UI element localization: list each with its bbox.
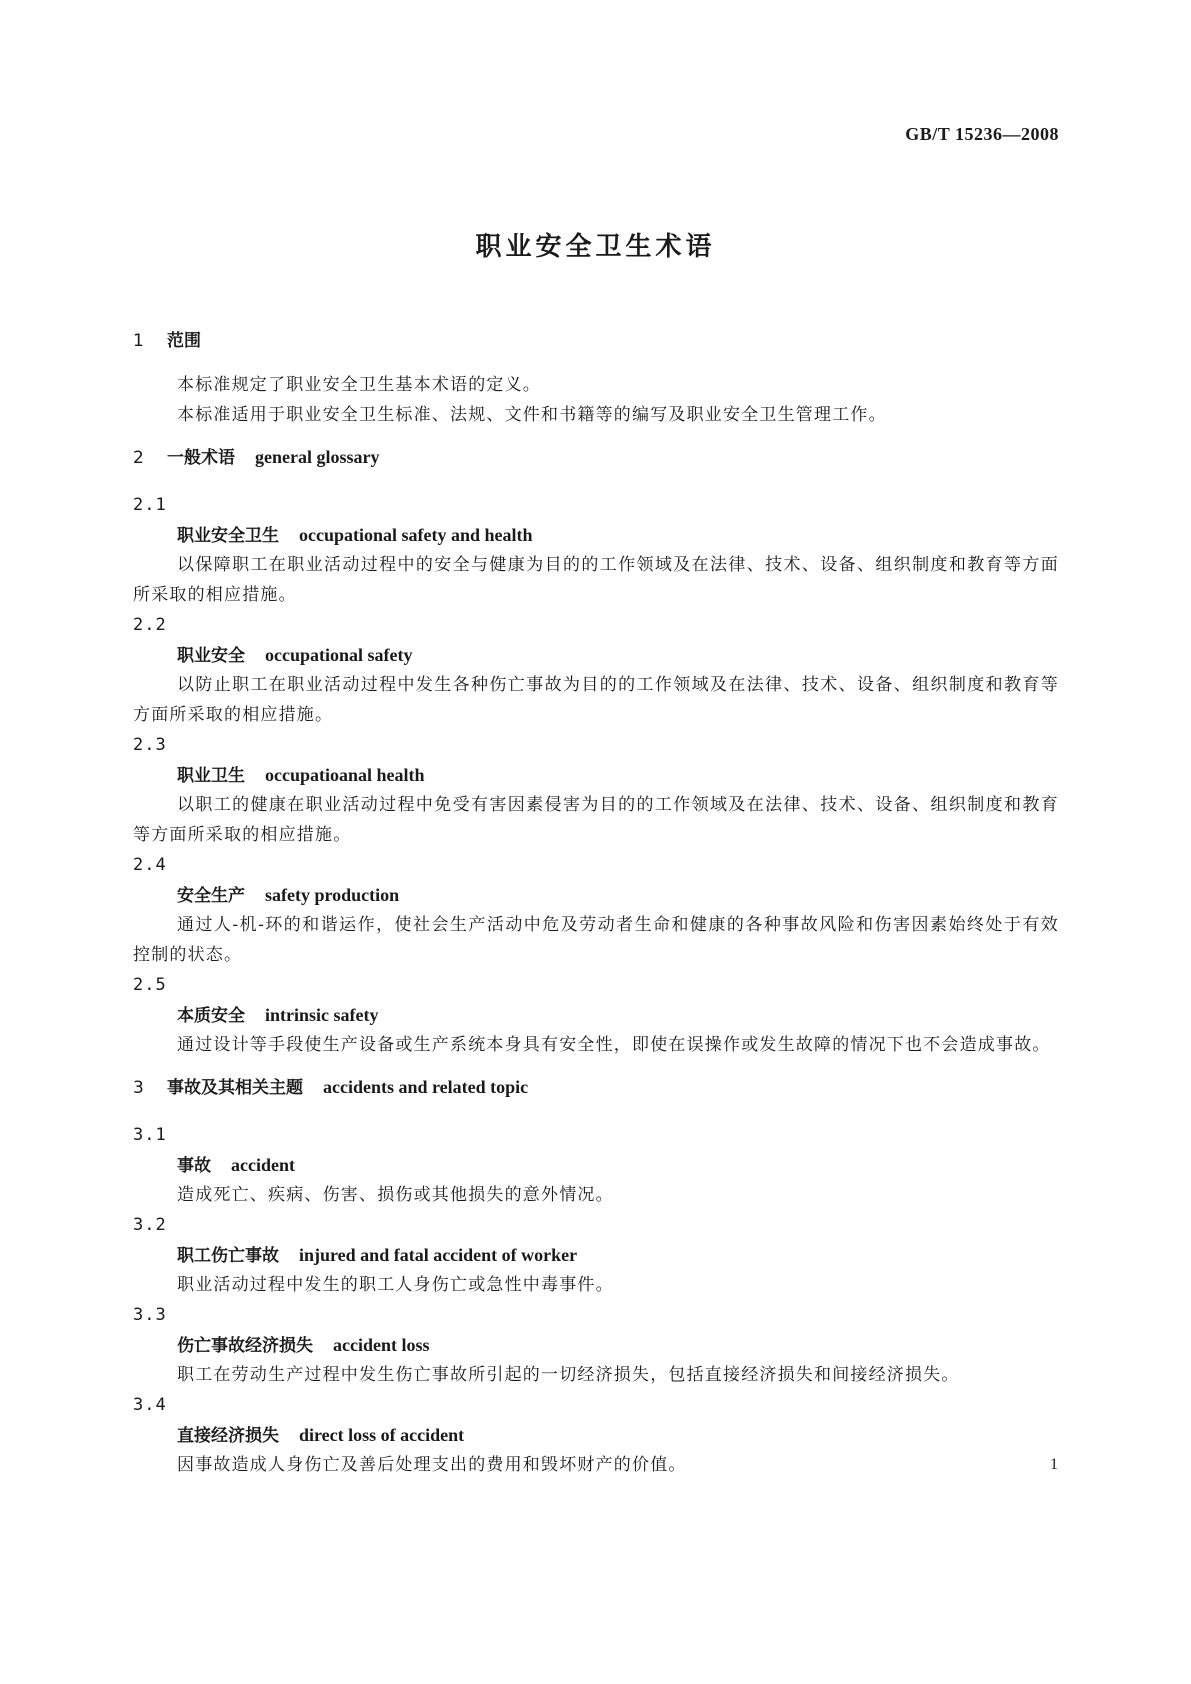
term-definition: 通过人-机-环的和谐运作，使社会生产活动中危及劳动者生命和健康的各种事故风险和伤害因素始终处于有效控制的状态。 [133,915,1059,965]
section-heading-scope [133,326,1059,356]
clause-number: 3.2 [133,1215,167,1235]
term-title [133,1240,1059,1270]
term-title [133,1330,1059,1360]
term-definition: 因事故造成人身伤亡及善后处理支出的费用和毁坏财产的价值。 [177,1455,687,1475]
term-title [133,640,1059,670]
term-definition: 造成死亡、疾病、伤害、损伤或其他损失的意外情况。 [177,1185,614,1205]
clause [133,1390,1059,1480]
term-zh: 事故 [177,1156,211,1176]
term-title [133,520,1059,550]
clause [133,850,1059,970]
term-en: occupational safety [265,645,413,665]
section-title-zh: 事故及其相关主题 [167,1078,303,1098]
clause [133,490,1059,610]
term-title [133,880,1059,910]
term-zh: 职业安全 [177,646,245,666]
clause-number: 2.3 [133,735,167,755]
term-zh: 直接经济损失 [177,1426,279,1446]
term-title [133,760,1059,790]
section-number: 3 [133,1078,144,1098]
clause [133,970,1059,1060]
clause-number: 2.5 [133,975,167,995]
section-title-en: general glossary [255,447,380,467]
clause [133,1120,1059,1210]
document-title: 职业安全卫生术语 [475,232,716,262]
clause-number: 3.1 [133,1125,167,1145]
clause-number: 3.4 [133,1395,167,1415]
clause [133,1210,1059,1300]
section-title-zh: 一般术语 [167,448,235,468]
section-number: 2 [133,448,144,468]
page-number: 1 [1050,1456,1058,1473]
term-en: accident loss [333,1335,430,1355]
clause [133,1300,1059,1390]
term-title [133,1420,1059,1450]
section-title: 范围 [167,331,201,351]
term-en: direct loss of accident [299,1425,465,1445]
term-definition: 以防止职工在职业活动过程中发生各种伤亡事故为目的的工作领域及在法律、技术、设备、组织制度和教育等方面所采取的相应措施。 [133,675,1059,725]
clause-number: 3.3 [133,1305,167,1325]
term-en: occupational safety and health [299,525,533,545]
term-definition: 以保障职工在职业活动过程中的安全与健康为目的的工作领域及在法律、技术、设备、组织制度和教育等方面所采取的相应措施。 [133,555,1059,605]
clause-number: 2.2 [133,615,167,635]
term-title [133,1150,1059,1180]
clause-number: 2.1 [133,495,167,515]
term-zh: 职工伤亡事故 [177,1246,279,1266]
term-zh: 安全生产 [177,886,245,906]
section-heading-general-glossary [133,442,1059,472]
term-zh: 伤亡事故经济损失 [177,1336,313,1356]
term-en: occupatioanal health [265,765,425,785]
section-number: 1 [133,331,144,351]
term-definition: 通过设计等手段使生产设备或生产系统本身具有安全性，即使在误操作或发生故障的情况下也不会造成事故。 [177,1035,1051,1055]
term-definition: 职业活动过程中发生的职工人身伤亡或急性中毒事件。 [177,1275,614,1295]
section-heading-accidents [133,1072,1059,1102]
clause [133,730,1059,850]
clause [133,610,1059,730]
term-zh: 职业卫生 [177,766,245,786]
term-en: injured and fatal accident of worker [299,1245,578,1265]
term-title [133,1000,1059,1030]
document-body [133,326,1059,1480]
term-en: accident [231,1155,295,1175]
term-en: safety production [265,885,400,905]
term-definition: 职工在劳动生产过程中发生伤亡事故所引起的一切经济损失，包括直接经济损失和间接经济损失。 [177,1365,960,1385]
term-definition: 以职工的健康在职业活动过程中免受有害因素侵害为目的的工作领域及在法律、技术、设备、组织制度和教育等方面所采取的相应措施。 [133,795,1059,845]
term-zh: 职业安全卫生 [177,526,279,546]
section-title-en: accidents and related topic [323,1077,529,1097]
paragraph: 本标准适用于职业安全卫生标准、法规、文件和书籍等的编写及职业安全卫生管理工作。 [177,405,887,425]
term-en: intrinsic safety [265,1005,379,1025]
paragraph: 本标准规定了职业安全卫生基本术语的定义。 [177,375,541,395]
clause-number: 2.4 [133,855,167,875]
standard-code: GB/T 15236—2008 [905,124,1059,144]
term-zh: 本质安全 [177,1006,245,1026]
